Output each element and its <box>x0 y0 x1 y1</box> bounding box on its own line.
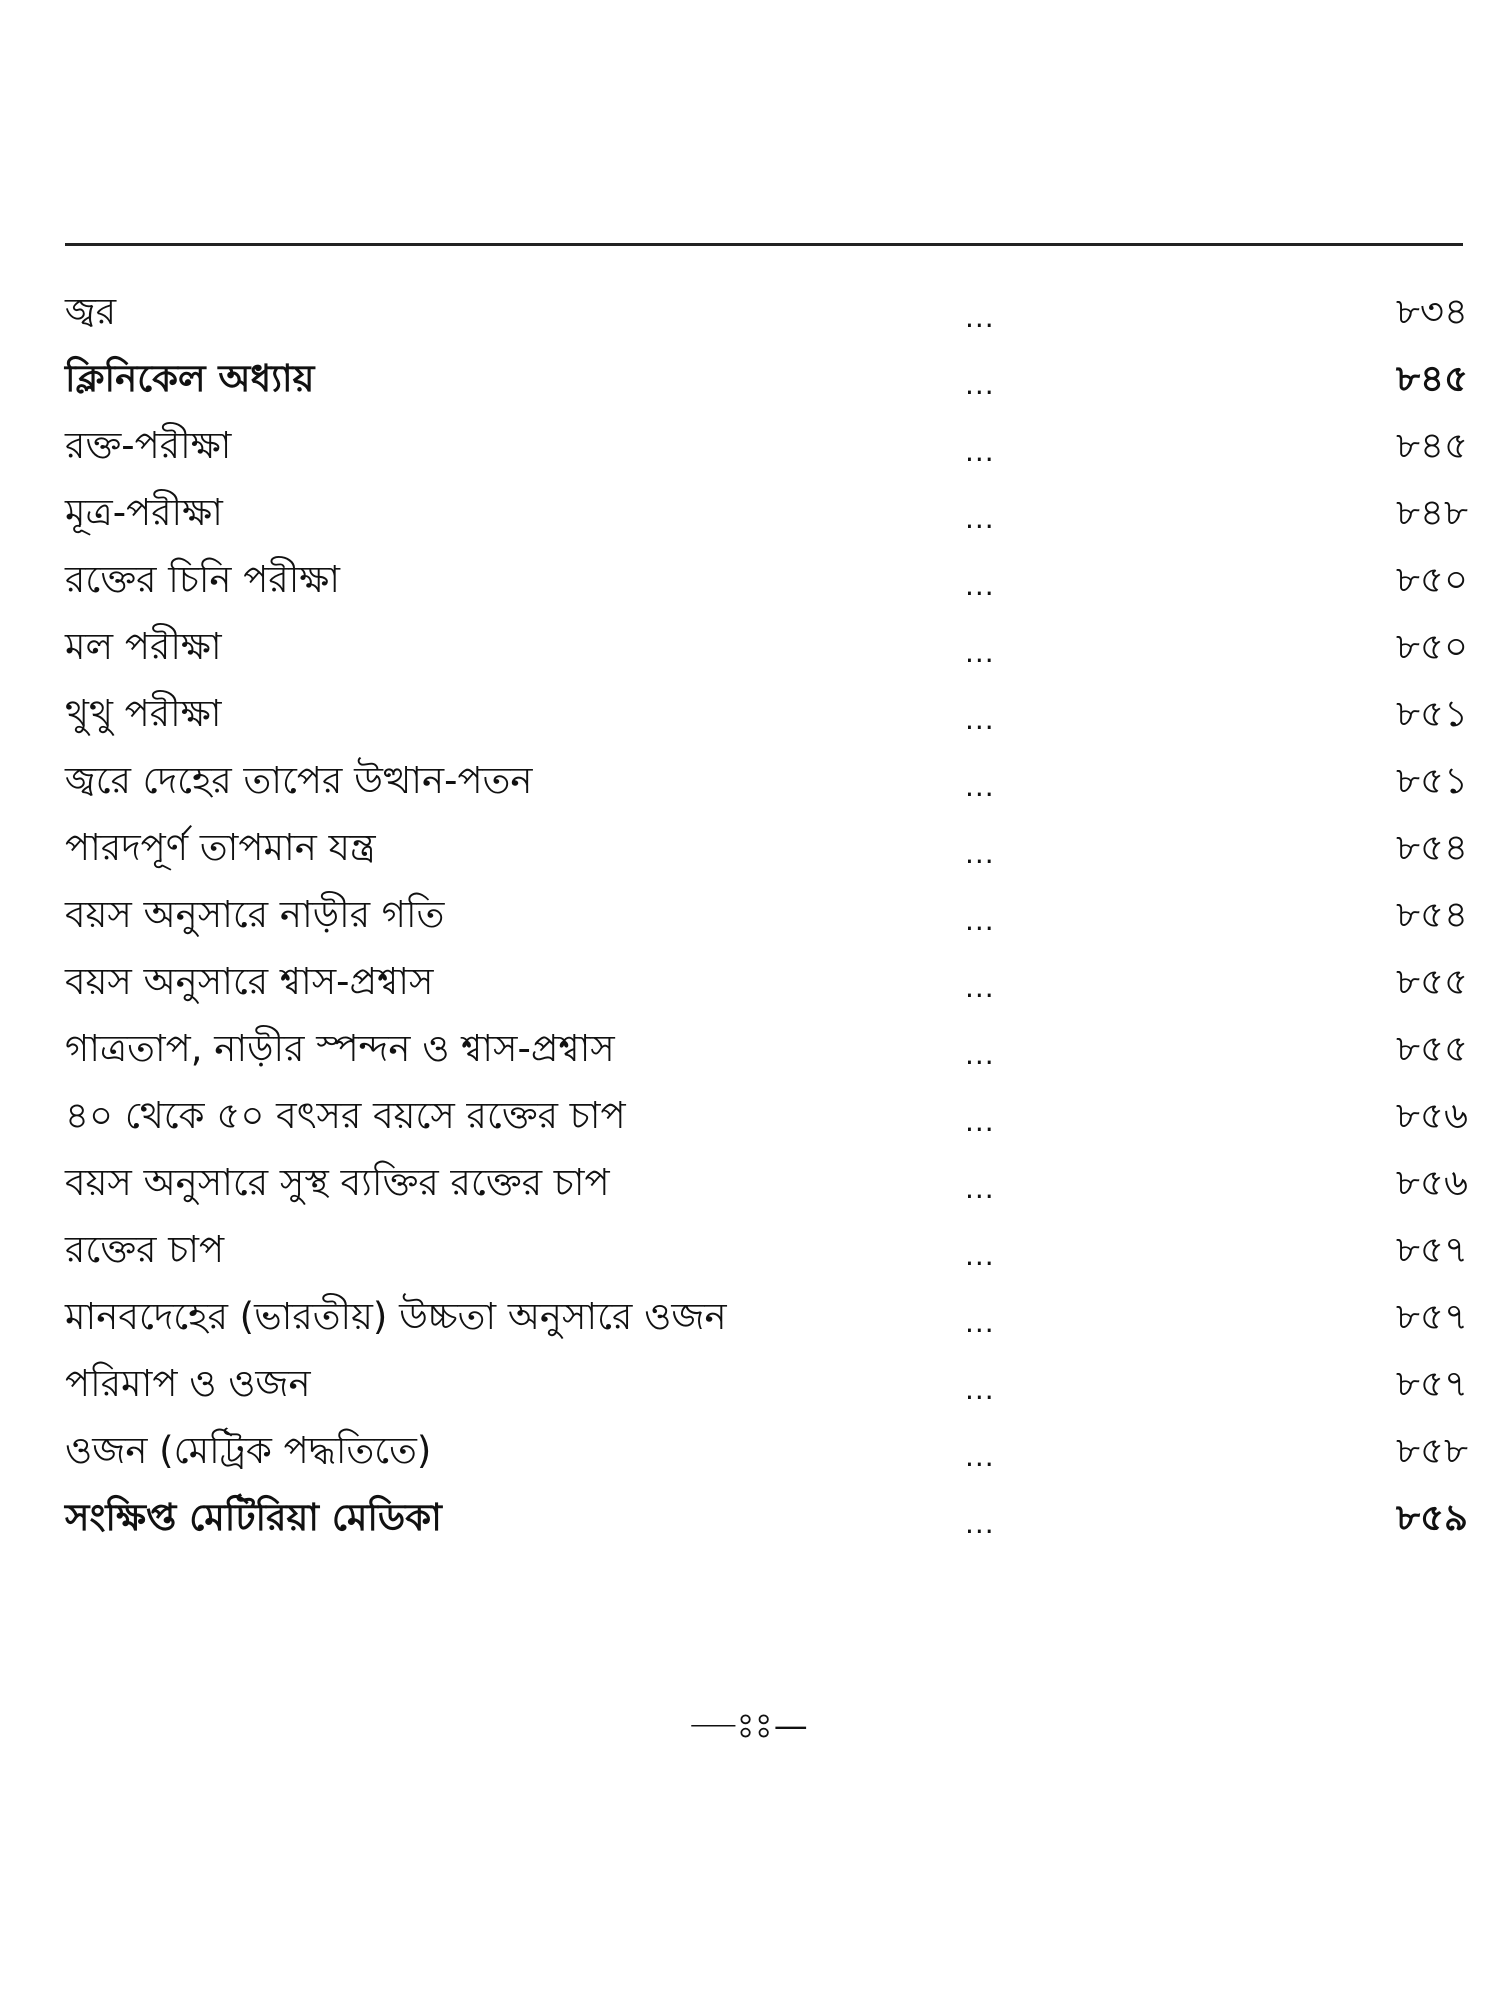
toc-leader-dots: ... <box>965 1038 995 1071</box>
toc-entry-title: ৪০ থেকে ৫০ বৎসর বয়সে রক্তের চাপ <box>65 1094 626 1137</box>
toc-entry-title: সংক্ষিপ্ত মেটিরিয়া মেডিকা <box>65 1496 442 1539</box>
toc-page-number: ৮৫৭ <box>1395 1228 1468 1271</box>
toc-entry <box>65 1484 1468 1551</box>
end-ornament: —ঃঃ— <box>691 1706 809 1746</box>
toc-leader-dots: ... <box>965 904 995 937</box>
toc-page-number: ৮৫৬ <box>1395 1161 1468 1204</box>
toc-page-number: ৮৫০ <box>1395 558 1468 601</box>
toc-entry-title: জ্বরে দেহের তাপের উত্থান-পতন <box>65 759 533 802</box>
toc-entry <box>65 814 1468 881</box>
toc-leader-dots: ... <box>965 1306 995 1339</box>
toc-leader-dots: ... <box>965 636 995 669</box>
toc-entry-title: রক্তের চিনি পরীক্ষা <box>65 558 341 601</box>
toc-page-number: ৮৪৮ <box>1395 491 1468 534</box>
header-rule <box>65 243 1463 246</box>
toc-leader-dots: ... <box>965 1440 995 1473</box>
toc-entry-title: পরিমাপ ও ওজন <box>65 1362 311 1405</box>
toc-leader-dots: ... <box>965 1105 995 1138</box>
toc-entry <box>65 278 1468 345</box>
toc-entry <box>65 1216 1468 1283</box>
toc-entry-title: রক্তের চাপ <box>65 1228 225 1271</box>
toc-entry <box>65 479 1468 546</box>
toc-entry-title: বয়স অনুসারে শ্বাস-প্রশ্বাস <box>65 960 434 1003</box>
toc-entry <box>65 747 1468 814</box>
toc-entry <box>65 1283 1468 1350</box>
table-of-contents <box>65 278 1468 1551</box>
toc-entry-title: পারদপূর্ণ তাপমান যন্ত্র <box>65 826 376 869</box>
toc-leader-dots: ... <box>965 1239 995 1272</box>
toc-entry <box>65 1149 1468 1216</box>
toc-leader-dots: ... <box>965 569 995 602</box>
toc-page-number: ৮৫৬ <box>1395 1094 1468 1137</box>
toc-leader-dots: ... <box>965 1172 995 1205</box>
toc-page-number: ৮৫৫ <box>1395 1027 1468 1070</box>
toc-page-number: ৮৪৫ <box>1395 424 1468 467</box>
toc-entry <box>65 1417 1468 1484</box>
toc-page-number: ৮৪৫ <box>1395 357 1468 400</box>
toc-entry-title: মল পরীক্ষা <box>65 625 222 668</box>
toc-leader-dots: ... <box>965 770 995 803</box>
toc-entry <box>65 680 1468 747</box>
toc-page-number: ৮৫৭ <box>1395 1362 1468 1405</box>
toc-page-number: ৮৫১ <box>1395 759 1468 802</box>
toc-page-number: ৮৫৮ <box>1395 1429 1468 1472</box>
toc-page-number: ৮৩৪ <box>1395 290 1468 333</box>
toc-entry-title: জ্বর <box>65 290 117 333</box>
toc-leader-dots: ... <box>965 368 995 401</box>
toc-page-number: ৮৫০ <box>1395 625 1468 668</box>
toc-page-number: ৮৫৫ <box>1395 960 1468 1003</box>
toc-leader-dots: ... <box>965 1373 995 1406</box>
toc-entry-title: ওজন (মেট্রিক পদ্ধতিতে) <box>65 1429 432 1472</box>
toc-entry <box>65 881 1468 948</box>
toc-page-number: ৮৫৭ <box>1395 1295 1468 1338</box>
toc-page-number: ৮৫৯ <box>1395 1496 1468 1539</box>
toc-page-number: ৮৫৪ <box>1395 893 1468 936</box>
toc-entry-title: গাত্রতাপ, নাড়ীর স্পন্দন ও শ্বাস-প্রশ্বাস <box>65 1027 615 1070</box>
toc-leader-dots: ... <box>965 301 995 334</box>
toc-entry <box>65 1082 1468 1149</box>
toc-entry-title: মানবদেহের (ভারতীয়) উচ্চতা অনুসারে ওজন <box>65 1295 727 1338</box>
toc-leader-dots: ... <box>965 502 995 535</box>
toc-entry <box>65 613 1468 680</box>
toc-entry-title: ক্লিনিকেল অধ্যায় <box>65 357 315 400</box>
toc-leader-dots: ... <box>965 435 995 468</box>
toc-leader-dots: ... <box>965 1507 995 1540</box>
toc-leader-dots: ... <box>965 703 995 736</box>
toc-entry <box>65 546 1468 613</box>
toc-leader-dots: ... <box>965 837 995 870</box>
toc-entry <box>65 1015 1468 1082</box>
toc-entry <box>65 345 1468 412</box>
toc-page-number: ৮৫১ <box>1395 692 1468 735</box>
toc-entry <box>65 1350 1468 1417</box>
toc-entry-title: মূত্র-পরীক্ষা <box>65 491 223 534</box>
toc-entry <box>65 412 1468 479</box>
toc-entry-title: বয়স অনুসারে সুস্থ ব্যক্তির রক্তের চাপ <box>65 1161 610 1204</box>
toc-entry-title: বয়স অনুসারে নাড়ীর গতি <box>65 893 445 936</box>
toc-entry-title: থুথু পরীক্ষা <box>65 692 222 735</box>
toc-leader-dots: ... <box>965 971 995 1004</box>
toc-entry-title: রক্ত-পরীক্ষা <box>65 424 232 467</box>
toc-entry <box>65 948 1468 1015</box>
toc-page-number: ৮৫৪ <box>1395 826 1468 869</box>
